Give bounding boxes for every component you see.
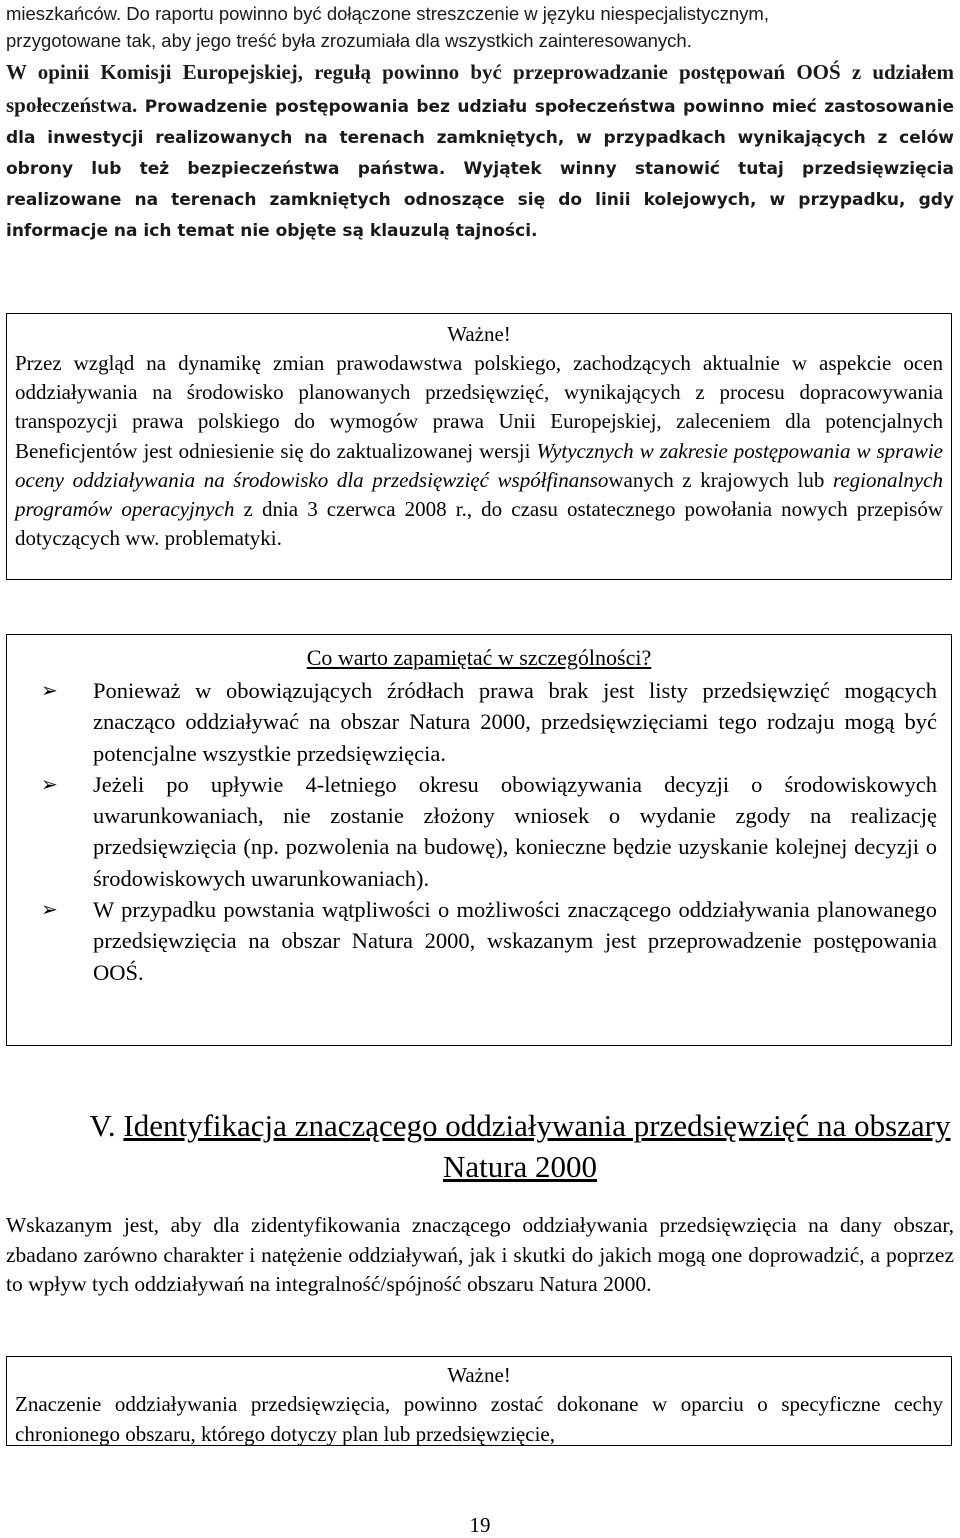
paragraph-body-text: Prowadzenie postępowania bez udziału społeczeństwa powinno mieć zastosowanie dla inwestycji realizowanych na terenach zamkniętych, w przypadkach wynikających z celów obrony lub też bezpieczeństwa państwa. Wyjątek winny stanowić tutaj przedsięwzięcia realizowane na terenach zamkniętych odnoszące się do linii kolejowych, w przypadku, gdy informacje na ich temat nie objęte są klauzulą tajności.: [6, 97, 955, 241]
list-item-text: Jeżeli po upływie 4-letniego okresu obowiązywania decyzji o środowiskowych uwarunkowaniach, nie zostanie złożony wniosek o wydanie zgody na realizację przedsięwzięcia (np. pozwolenia na budowę), konieczne będzie uzyskanie kolejnej decyzji o środowiskowych uwarunkowaniach).: [93, 771, 937, 891]
note-header: Ważne!: [447, 1363, 511, 1387]
important-note-box-2: [6, 1356, 952, 1446]
list-item: [21, 894, 937, 988]
note-body: [15, 349, 943, 553]
remember-list: [21, 675, 937, 988]
paragraph-lead-text: W opinii Komisji Europejskiej, regułą powinno być przeprowadzanie postępowań OOŚ z udziałem społeczeństwa.: [6, 60, 954, 117]
important-note-box-1: [6, 313, 952, 580]
remember-box: [6, 634, 952, 1046]
list-item-text: Ponieważ w obowiązujących źródłach prawa brak jest listy przedsięwzięć mogących znacząco oddziaływać na obszar Natura 2000, przedsięwzięciami tego rodzaju mogą być potencjalne wszystkie przedsięwzięcia.: [93, 678, 937, 766]
programs-italic: regionalnych programów operacyjnych: [15, 467, 943, 522]
section-number: V.: [89, 1108, 116, 1143]
note-body: Znaczenie oddziaływania przedsięwzięcia, powinno zostać dokonane w oparciu o specyficzne cechy chronionego obszaru, którego dotyczy plan lub przedsięwzięcie,: [15, 1392, 943, 1446]
arrowhead-bullet-icon: ➢: [41, 771, 58, 796]
public-participation-paragraph: [6, 57, 954, 247]
list-item: [21, 675, 937, 769]
arrowhead-bullet-icon: ➢: [41, 678, 58, 702]
list-item: [21, 769, 937, 894]
remember-header: Co warto zapamiętać w szczególności?: [306, 645, 652, 670]
note-header: Ważne!: [447, 322, 511, 346]
identification-paragraph: Wskazanym jest, aby dla zidentyfikowania znaczącego oddziaływania przedsięwzięcia na dany obszar, zbadano zarówno charakter i natężenie oddziaływań, jak i skutki do jakich mogą one doprowadzić, a poprzez to wpływ tych oddziaływań na integralność/spójność obszaru Natura 2000.: [6, 1213, 954, 1296]
note-text: wanych z krajowych lub: [608, 467, 825, 492]
section-heading: [80, 1105, 960, 1187]
note-text: Przez wzgląd na dynamikę zmian prawodawstwa polskiego, zachodzących aktualnie w aspekcie ocen oddziaływania na środowisko planowanych przedsięwzięć, wynikających z procesu dopracowywania transpozycji prawa polskiego do wymogów prawa Unii Europejskiej, zaleceniem dla potencjalnych Beneficjentów jest odniesienie się do zaktualizowanej wersji: [15, 351, 943, 463]
intro-line-2: przygotowane tak, aby jego treść była zrozumiała dla wszystkich zainteresowanych.: [6, 30, 692, 51]
page-number: 19: [469, 1513, 491, 1537]
note-text: z dnia 3 czerwca 2008 r., do czasu ostatecznego powołania nowych przepisów dotyczących ww. problematyki.: [15, 497, 943, 551]
arrowhead-bullet-icon: ➢: [41, 897, 58, 922]
guidelines-title-italic: Wytycznych w zakresie postępowania w sprawie oceny oddziaływania na środowisko dla przedsięwzięć współfinanso: [15, 438, 944, 492]
list-item-text: W przypadku powstania wątpliwości o możliwości znaczącego oddziaływania planowanego przedsięwzięcia na obszar Natura 2000, wskazanym jest przeprowadzenie postępowania OOŚ.: [93, 897, 937, 985]
intro-paragraph: [6, 0, 952, 54]
intro-line-1: mieszkańców. Do raportu powinno być dołączone streszczenie w języku niespecjalistycznym,: [6, 3, 769, 24]
section-title: Identyfikacja znaczącego oddziaływania przedsięwzięć na obszary Natura 2000: [123, 1108, 951, 1184]
